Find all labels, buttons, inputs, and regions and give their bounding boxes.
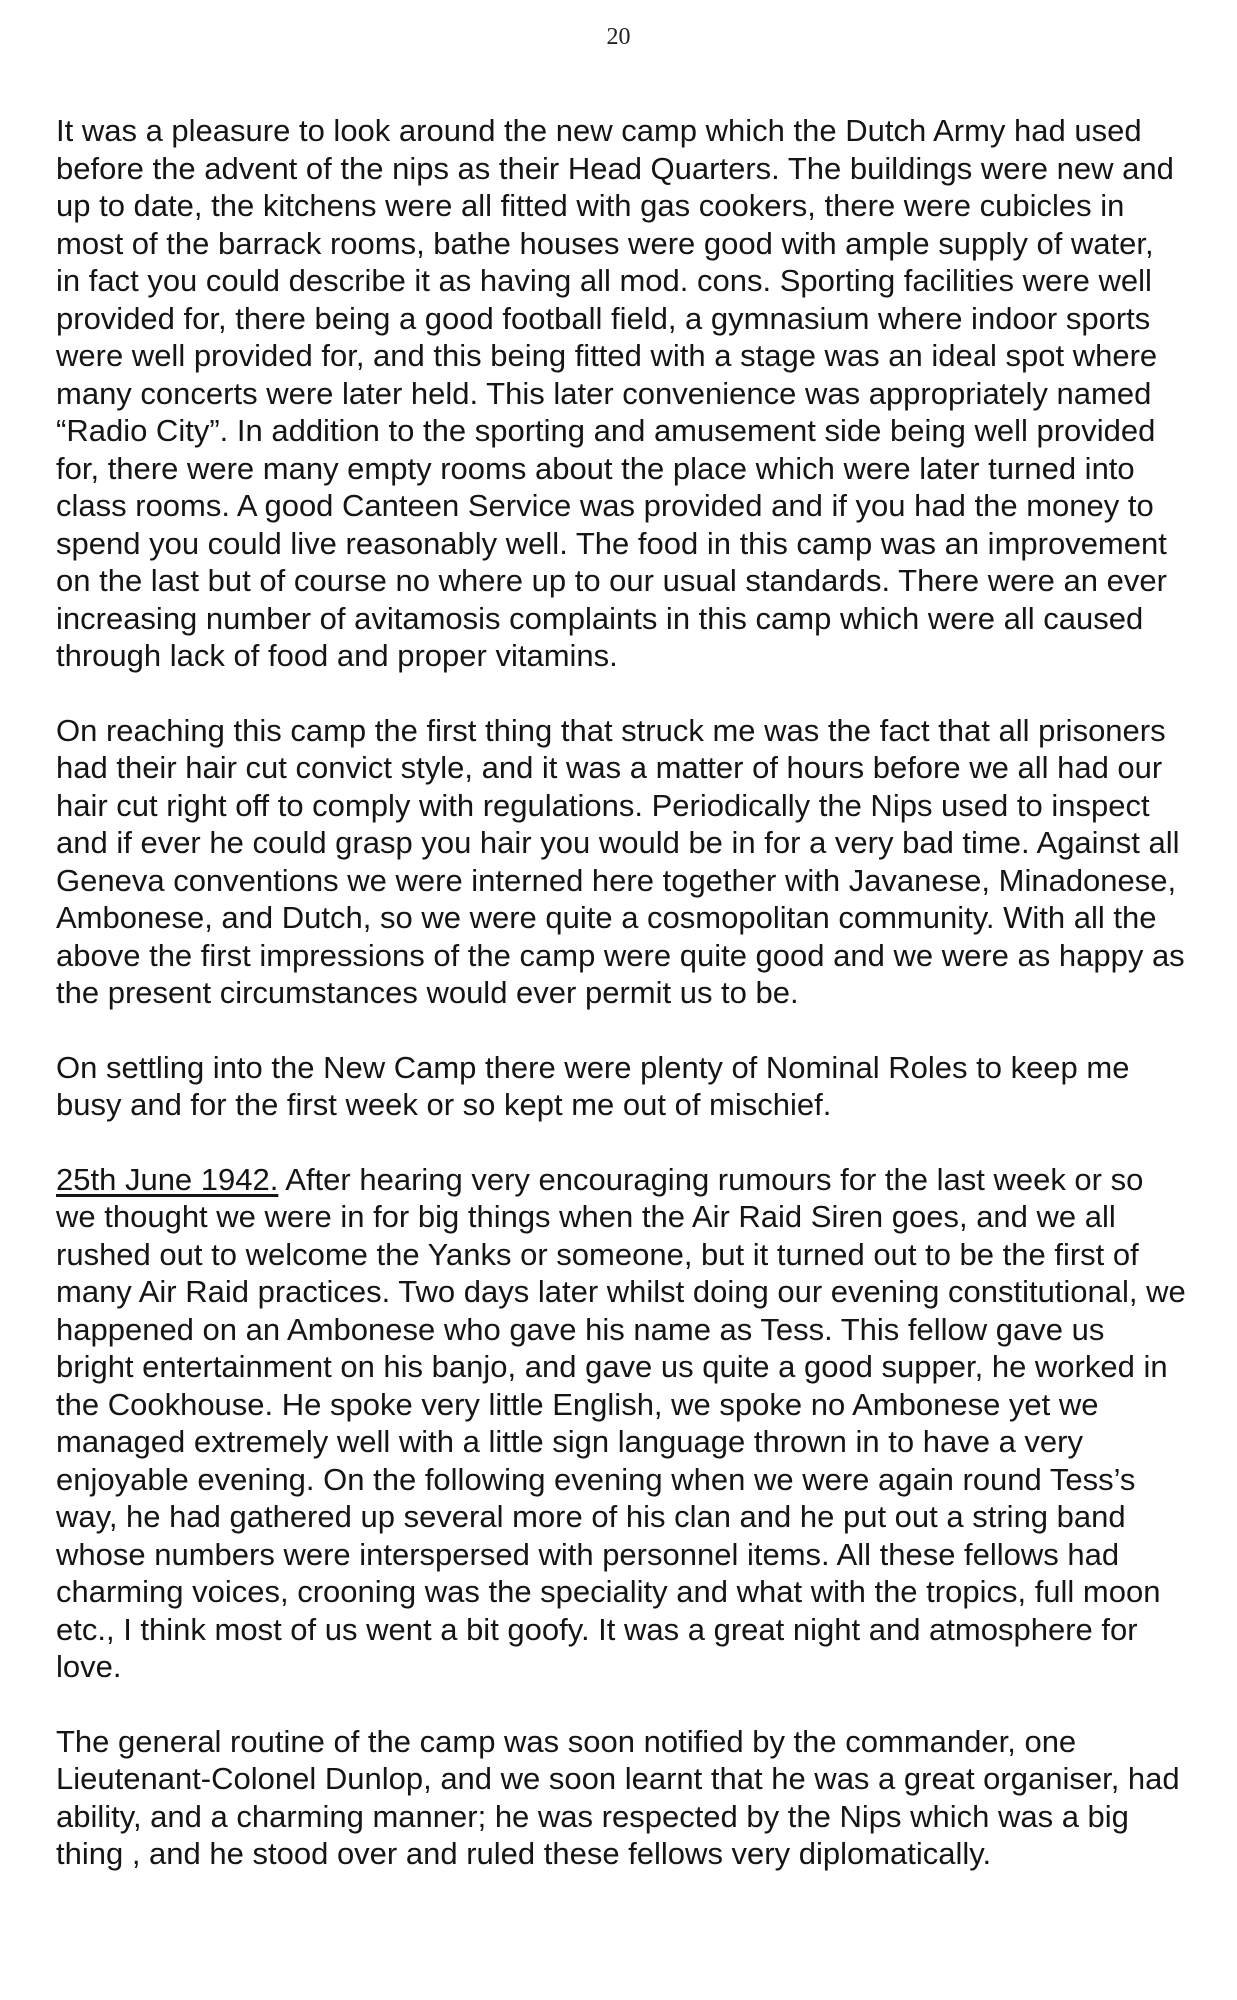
paragraph-camp-routine: The general routine of the camp was soon notified by the commander, one Lieutenant-Colonel Dunlop, and we soon learnt that he was a great organiser, had ability, and a charming manner; he was respected by the Nips which was a big thing , and he stood over and ruled these fellows very diplomatically. [56, 1723, 1180, 1871]
paragraph-nominal-roles: On settling into the New Camp there were plenty of Nominal Roles to keep me busy and for the first week or so kept me out of mischief. [56, 1049, 1130, 1122]
document-body [56, 112, 1186, 1873]
paragraph-new-camp: It was a pleasure to look around the new camp which the Dutch Army had used before the advent of the nips as their Head Quarters. The buildings were new and up to date, the kitchens were all fitted with gas cookers, there were cubicles in most of the barrack rooms, bathe houses were good with ample supply of water, in fact you could describe it as having all mod. cons. Sporting facilities were well provided for, there being a good football field, a gymnasium where indoor sports were well provided for, and this being fitted with a stage was an ideal spot where many concerts were later held. This later convenience was appropriately named “Radio City”. In addition to the sporting and amusement side being well provided for, there were many empty rooms about the place which were later turned into class rooms. A good Canteen Service was provided and if you had the money to spend you could live reasonably well. The food in this camp was an improvement on the last but of course no where up to our usual standards. There were an ever increasing number of avitamosis complaints in this camp which were all caused through lack of food and proper vitamins. [56, 113, 1174, 673]
paragraph-air-raid-text: After hearing very encouraging rumours for the last week or so we thought we were in for big things when the Air Raid Siren goes, and we all rushed out to welcome the Yanks or someone, but it turned out to be the first of many Air Raid practices. Two days later whilst doing our evening constitutional, we happened on an Ambonese who gave his name as Tess. This fellow gave us bright entertainment on his banjo, and gave us quite a good supper, he worked in the Cookhouse. He spoke very little English, we spoke no Ambonese yet we managed extremely well with a little sign language thrown in to have a very enjoyable evening. On the following evening when we were again round Tess’s way, he had gathered up several more of his clan and he put out a string band whose numbers were interspersed with personnel items. All these fellows had charming voices, crooning was the speciality and what with the tropics, full moon etc., I think most of us went a bit goofy. It was a great night and atmosphere for love. [56, 1161, 1186, 1684]
page-number: 20 [606, 24, 631, 50]
paragraph-air-raid [56, 1161, 1186, 1686]
entry-date: 25th June 1942. [56, 1161, 279, 1197]
paragraph-hair-cut: On reaching this camp the first thing that struck me was the fact that all prisoners had their hair cut convict style, and it was a matter of hours before we all had our hair cut right off to comply with regulations. Periodically the Nips used to inspect and if ever he could grasp you hair you would be in for a very bad time. Against all Geneva conventions we were interned here together with Javanese, Minadonese, Ambonese, and Dutch, so we were quite a cosmopolitan community. With all the above the first impressions of the camp were quite good and we were as happy as the present circumstances would ever permit us to be. [56, 712, 1185, 1010]
